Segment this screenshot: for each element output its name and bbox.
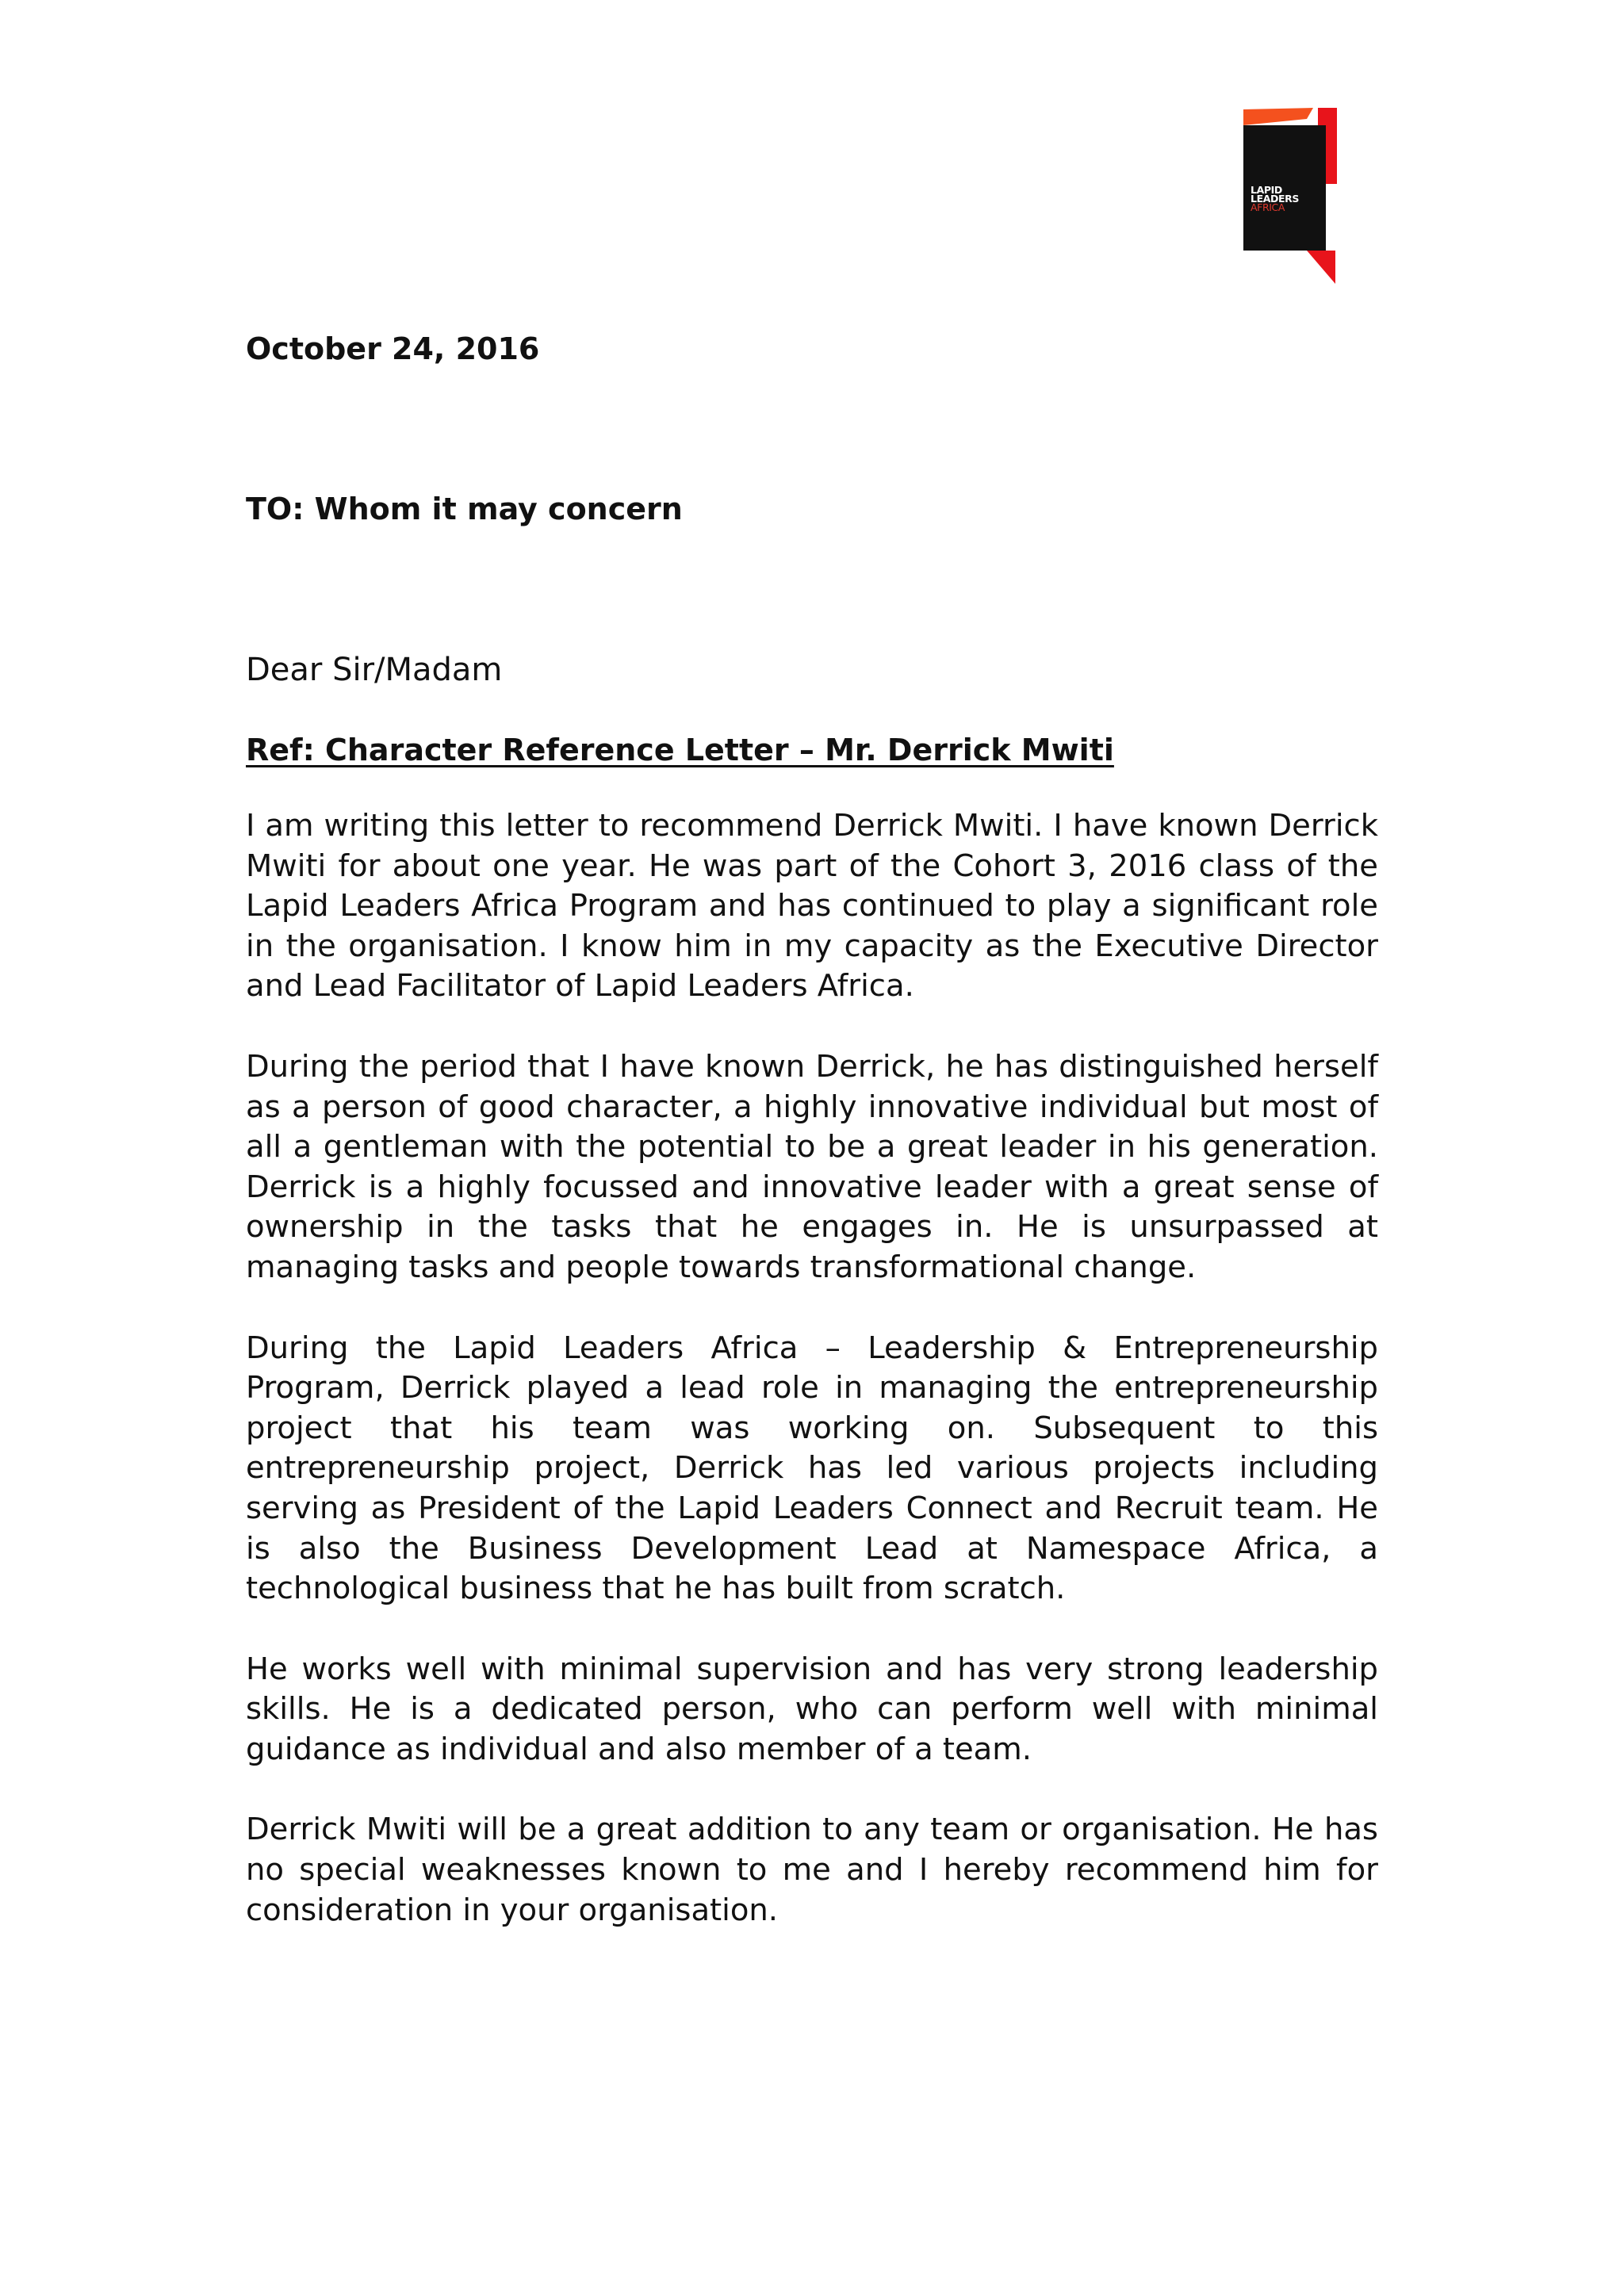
letter-body [246, 806, 1378, 1971]
body-paragraph: He works well with minimal supervision and has very strong leadership skills. He is a dedicated person, who can perform well with minimal guidance as individual and also member of a team. [246, 1651, 1378, 1767]
body-paragraph: During the Lapid Leaders Africa – Leadership & Entrepreneurship Program, Derrick played a lead role in managing the entrepreneurship project that his team was working on. Subsequent to this entrepreneurship project, Derrick has led various projects including serving as President of the Lapid Leaders Connect and Recruit team. He is also the Business Development Lead at Namespace Africa, a technological business that he has built from scratch. [246, 1330, 1378, 1607]
body-paragraph: Derrick Mwiti will be a great addition to any team or organisation. He has no special weaknesses known to me and I hereby recommend him for consideration in your organisation. [246, 1812, 1378, 1928]
logo-wordmark [1251, 186, 1299, 212]
logo-line-3: AFRICA [1251, 201, 1285, 213]
letter-date: October 24, 2016 [246, 331, 540, 366]
letter-salutation: Dear Sir/Madam [246, 652, 503, 688]
body-paragraph: During the period that I have known Derrick, he has distinguished herself as a person of good character, a highly innovative individual but most of all a gentleman with the potential to be a great leader in his generation. Derrick is a highly focussed and innovative leader with a great sense of ownership in the tasks that he engages in. He is unsurpassed at managing tasks and people towards transformational change. [246, 1048, 1378, 1285]
logo-line-1: LAPID [1251, 184, 1282, 196]
logo-line-2: LEADERS [1251, 193, 1299, 205]
body-paragraph: I am writing this letter to recommend Derrick Mwiti. I have known Derrick Mwiti for about one year. He was part of the Cohort 3, 2016 class of the Lapid Leaders Africa Program and has continued to play a significant role in the organisation. I know him in my capacity as the Executive Director and Lead Facilitator of Lapid Leaders Africa. [246, 808, 1378, 1004]
letter-recipient: TO: Whom it may concern [246, 492, 683, 526]
letter-reference-heading: Ref: Character Reference Letter – Mr. Derrick Mwiti [246, 733, 1114, 767]
